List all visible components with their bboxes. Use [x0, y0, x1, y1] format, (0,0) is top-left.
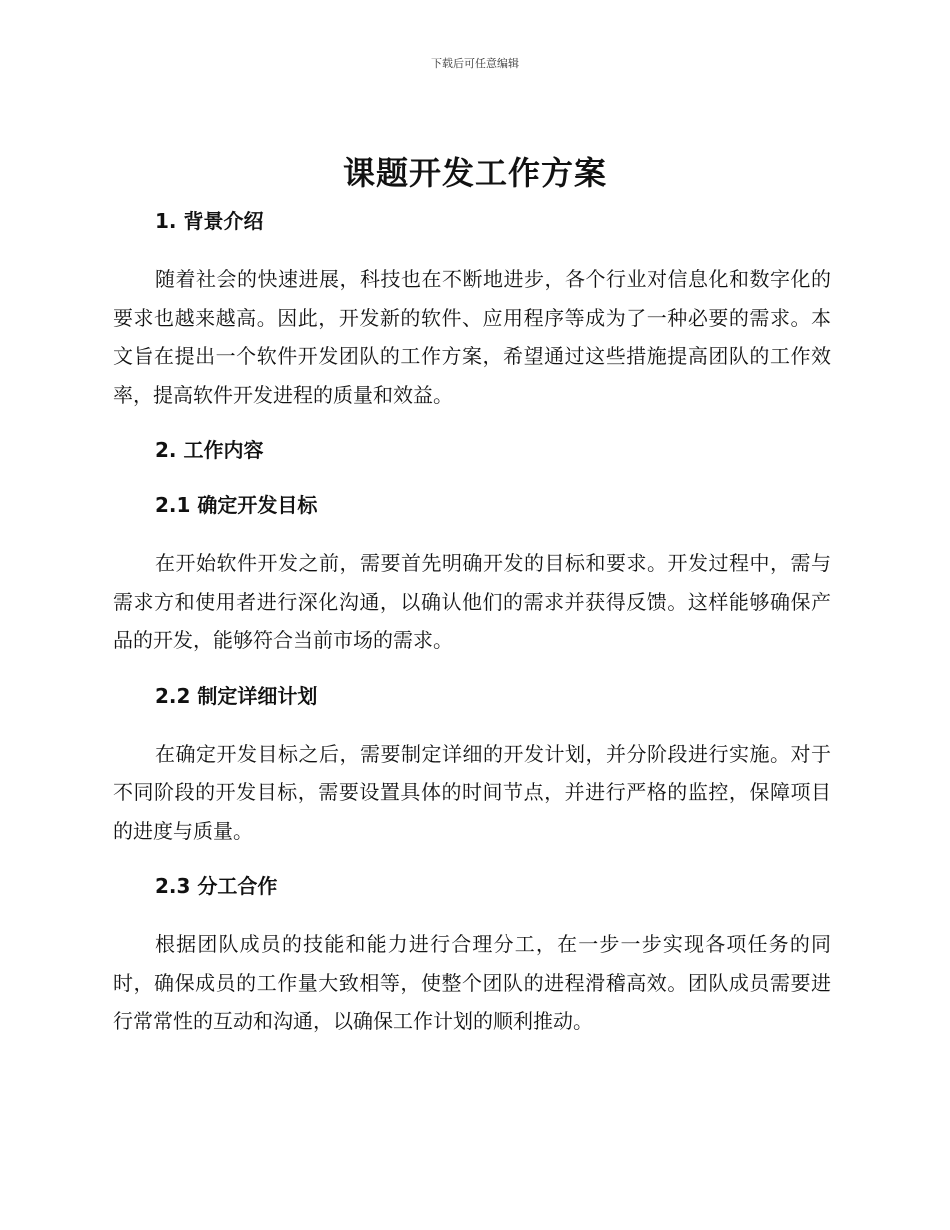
section-heading-division-of-labor: 2.3 分工合作	[155, 874, 278, 898]
document-title: 课题开发工作方案	[342, 154, 607, 192]
section-heading-detailed-plan: 2.2 制定详细计划	[155, 683, 318, 708]
section-paragraph-detailed-plan: 在确定开发目标之后，需要制定详细的开发计划，并分阶段进行实施。对于不同阶段的开发目标，需要设置具体的时间节点，并进行严格的监控，保障项目的进度与质量。	[113, 741, 831, 843]
section-paragraph-background: 随着社会的快速进展，科技也在不断地进步，各个行业对信息化和数字化的要求也越来越高。因此，开发新的软件、应用程序等成为了一种必要的需求。本文旨在提出一个软件开发团队的工作方案，希望通过这些措施提高团队的工作效率，提高软件开发进程的质量和效益。	[113, 267, 831, 407]
section-paragraph-division-of-labor: 根据团队成员的技能和能力进行合理分工，在一步一步实现各项任务的同时，确保成员的工作量大致相等，使整个团队的进程滑稽高效。团队成员需要进行常常性的互动和沟通，以确保工作计划的顺利推动。	[113, 932, 831, 1033]
page-header-note: 下载后可任意编辑	[431, 57, 519, 70]
section-heading-background: 1. 背景介绍	[155, 209, 264, 233]
section-heading-define-goals: 2.1 确定开发目标	[155, 493, 318, 517]
document-body	[113, 205, 831, 1041]
section-heading-work-content: 2. 工作内容	[155, 438, 264, 462]
section-paragraph-define-goals: 在开始软件开发之前，需要首先明确开发的目标和要求。开发过程中，需与需求方和使用者进行深化沟通，以确认他们的需求并获得反馈。这样能够确保产品的开发，能够符合当前市场的需求。	[113, 551, 831, 652]
